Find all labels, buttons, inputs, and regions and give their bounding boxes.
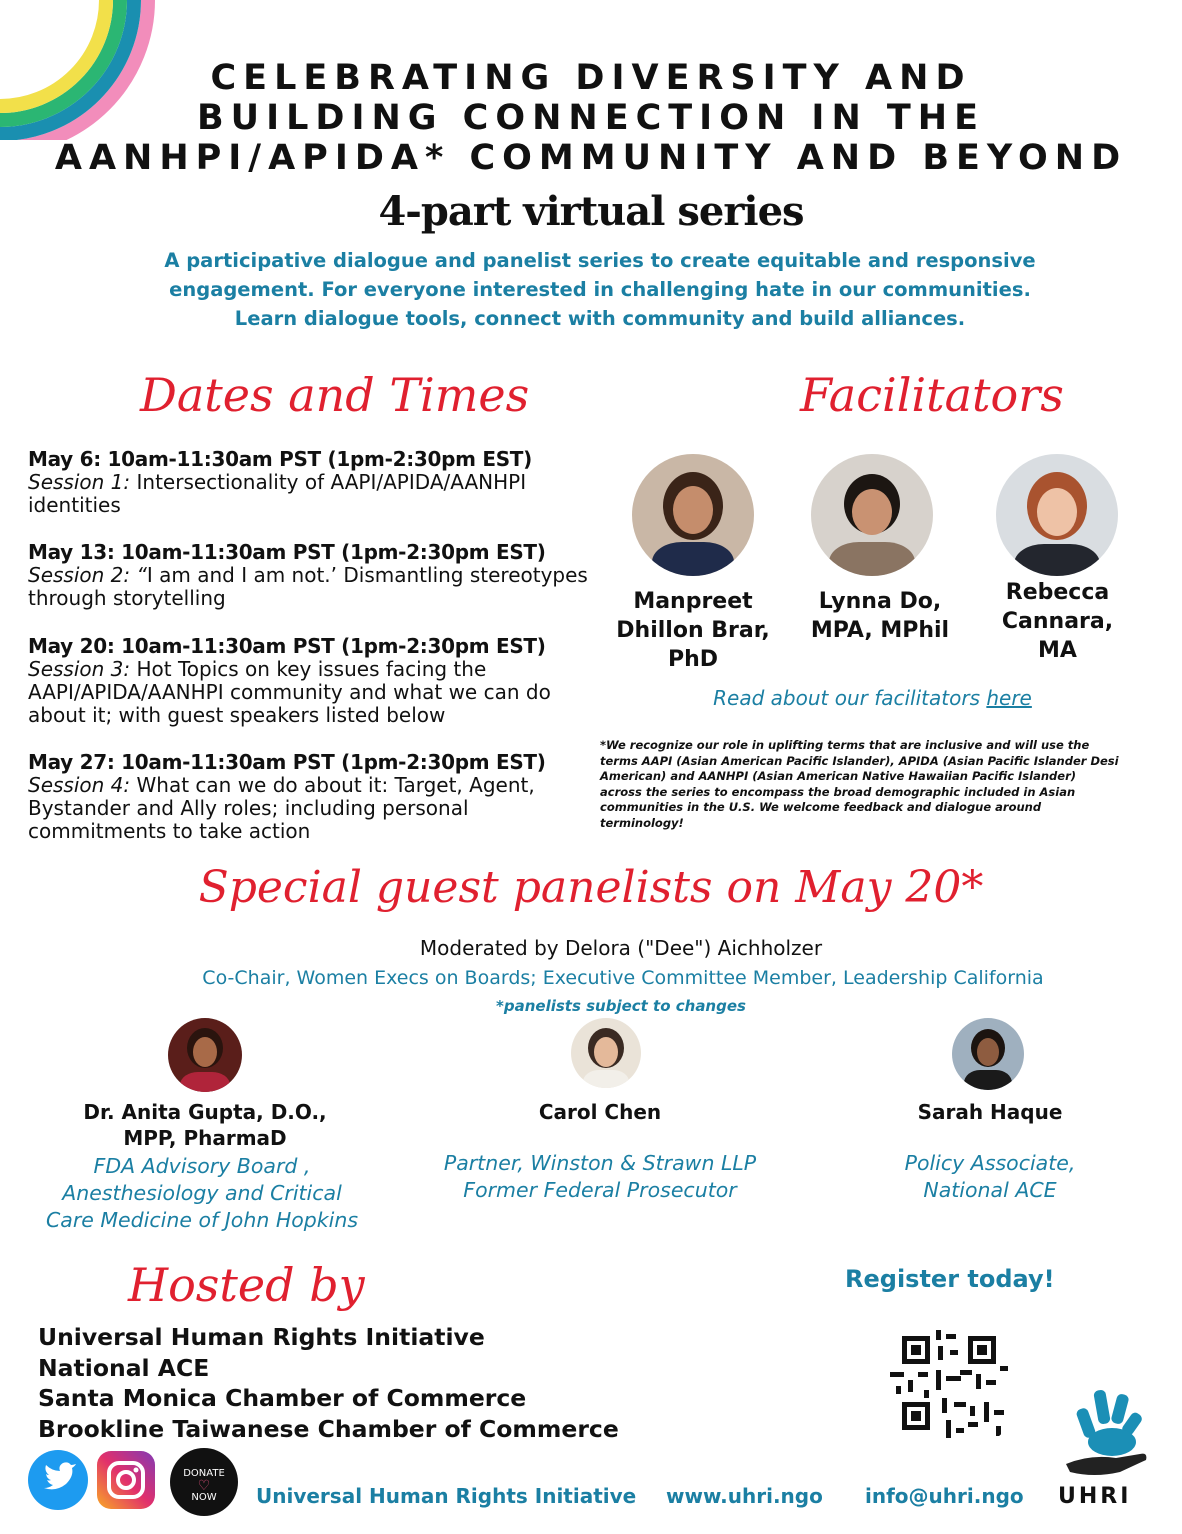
tagline-line: A participative dialogue and panelist series to create equitable and responsive xyxy=(164,249,1036,272)
session-date: May 27: 10am-11:30am PST (1pm-2:30pm EST) xyxy=(28,750,546,774)
session-date: May 6: 10am-11:30am PST (1pm-2:30pm EST) xyxy=(28,447,532,471)
footer-email-link[interactable]: info@uhri.ngo xyxy=(865,1484,1024,1508)
footer-website-link[interactable]: www.uhri.ngo xyxy=(666,1484,823,1508)
donate-badge-icon[interactable] xyxy=(170,1448,238,1516)
read-more-text: Read about our facilitators xyxy=(713,686,987,710)
name-line: Manpreet xyxy=(633,589,753,614)
name-line: Sarah Haque xyxy=(917,1100,1063,1124)
name-line: MA xyxy=(1038,638,1077,663)
facilitators-heading: Facilitators xyxy=(800,368,1064,422)
facilitator-photo xyxy=(632,454,754,576)
session-description: Intersectionality of AAPI/APIDA/AANHPI identities xyxy=(28,470,527,517)
session-description: What can we do about it: Target, Agent, Bystander and Ally roles; including personal commitments to take action xyxy=(28,773,535,843)
panelist-name xyxy=(40,1099,370,1151)
panelist-photo xyxy=(168,1018,242,1092)
panelist-name xyxy=(450,1099,750,1125)
event-title xyxy=(0,58,1182,178)
name-line: MPA, MPhil xyxy=(810,618,950,643)
special-guests-heading: Special guest panelists on May 20* xyxy=(198,862,984,913)
name-line: Dr. Anita Gupta, D.O., xyxy=(83,1100,327,1124)
role-line: FDA Advisory Board , xyxy=(93,1154,311,1178)
qr-code-icon[interactable] xyxy=(876,1310,1022,1456)
session-3 xyxy=(28,635,603,727)
name-line: PhD xyxy=(667,647,719,672)
footer-org-name: Universal Human Rights Initiative xyxy=(256,1484,637,1508)
host-list xyxy=(38,1322,619,1444)
role-line: National ACE xyxy=(923,1178,1057,1202)
host-item: Santa Monica Chamber of Commerce xyxy=(38,1384,527,1412)
session-date: May 20: 10am-11:30am PST (1pm-2:30pm EST) xyxy=(28,634,546,658)
name-line: Lynna Do, xyxy=(818,589,942,614)
role-line: Care Medicine of John Hopkins xyxy=(45,1208,359,1232)
facilitator-photo xyxy=(996,454,1118,576)
panelist-name xyxy=(860,1099,1120,1125)
read-about-facilitators xyxy=(600,686,1145,710)
session-1 xyxy=(28,448,603,517)
panelist-photo xyxy=(952,1018,1024,1090)
role-line: Policy Associate, xyxy=(904,1151,1076,1175)
role-line: Former Federal Prosecutor xyxy=(463,1178,737,1202)
session-label: Session 3: xyxy=(28,657,131,681)
session-date: May 13: 10am-11:30am PST (1pm-2:30pm EST) xyxy=(28,540,546,564)
dates-heading: Dates and Times xyxy=(140,368,530,422)
session-2 xyxy=(28,541,603,610)
session-4 xyxy=(28,751,603,843)
panelist-role xyxy=(10,1153,394,1234)
twitter-icon[interactable] xyxy=(28,1450,88,1510)
session-label: Session 4: xyxy=(28,773,131,797)
tagline-line: Learn dialogue tools, connect with community and build alliances. xyxy=(234,307,966,330)
host-item: Brookline Taiwanese Chamber of Commerce xyxy=(38,1414,619,1443)
uhri-hand-logo-icon xyxy=(1060,1384,1156,1482)
panelist-photo xyxy=(571,1018,641,1088)
series-tagline xyxy=(100,246,1100,333)
donate-text: DONATE xyxy=(183,1468,225,1479)
name-line: Rebecca xyxy=(1005,580,1110,605)
session-label: Session 2: “ xyxy=(28,563,147,587)
session-description: Hot Topics on key issues facing the AAPI/APIDA/AANHPI community and what we can do about it; with guest speakers listed below xyxy=(28,657,551,727)
tagline-line: engagement. For everyone interested in challenging hate in our communities. xyxy=(169,278,1031,301)
host-item: Universal Human Rights Initiative xyxy=(38,1323,485,1351)
name-line: Dhillon Brar, xyxy=(616,618,770,643)
register-heading: Register today! xyxy=(845,1265,1055,1293)
name-line: MPP, PharmaD xyxy=(123,1126,287,1150)
facilitator-photo xyxy=(811,454,933,576)
panelist-role xyxy=(400,1150,800,1204)
title-line: CELEBRATING DIVERSITY AND xyxy=(210,58,972,98)
panelist-role xyxy=(860,1150,1120,1204)
facilitator-name xyxy=(980,578,1135,665)
heart-icon: ♡ xyxy=(197,1478,211,1494)
name-line: Cannara, xyxy=(1001,609,1114,634)
title-line: BUILDING CONNECTION IN THE xyxy=(196,98,986,138)
uhri-logo-text: UHRI xyxy=(1058,1484,1132,1509)
panelists-disclaimer: *panelists subject to changes xyxy=(496,997,746,1015)
series-subtitle: 4-part virtual series xyxy=(378,188,804,235)
title-line: AANHPI/APIDA* COMMUNITY AND BEYOND xyxy=(54,138,1128,178)
name-line: Carol Chen xyxy=(538,1100,662,1124)
moderator-role: Co-Chair, Women Execs on Boards; Executive Committee Member, Leadership California xyxy=(202,967,1044,989)
facilitator-name xyxy=(603,587,783,674)
host-item: National ACE xyxy=(38,1353,210,1382)
facilitator-name xyxy=(792,587,968,645)
terminology-footnote: *We recognize our role in uplifting terms that are inclusive and will use the terms AAPI (Asian American Pacific Islander), APIDA (Asian Pacific Islander Desi American) and AANHPI (Asian American Native Hawaiian Pacific Islander) across the series to encompass the broad demographic included in Asian communities in the U.S. We welcome feedback and dialogue around terminology! xyxy=(600,738,1119,830)
donate-text: NOW xyxy=(191,1492,217,1503)
hosted-by-heading: Hosted by xyxy=(128,1258,365,1312)
role-line: Anesthesiology and Critical xyxy=(62,1181,342,1205)
facilitators-here-link[interactable]: here xyxy=(986,686,1032,710)
role-line: Partner, Winston & Strawn LLP xyxy=(443,1151,757,1175)
session-label: Session 1: xyxy=(28,470,131,494)
session-description: I am and I am not.’ Dismantling stereotypes through storytelling xyxy=(28,563,588,610)
moderator-line: Moderated by Delora ("Dee") Aichholzer xyxy=(419,936,823,960)
instagram-icon[interactable] xyxy=(97,1451,155,1509)
